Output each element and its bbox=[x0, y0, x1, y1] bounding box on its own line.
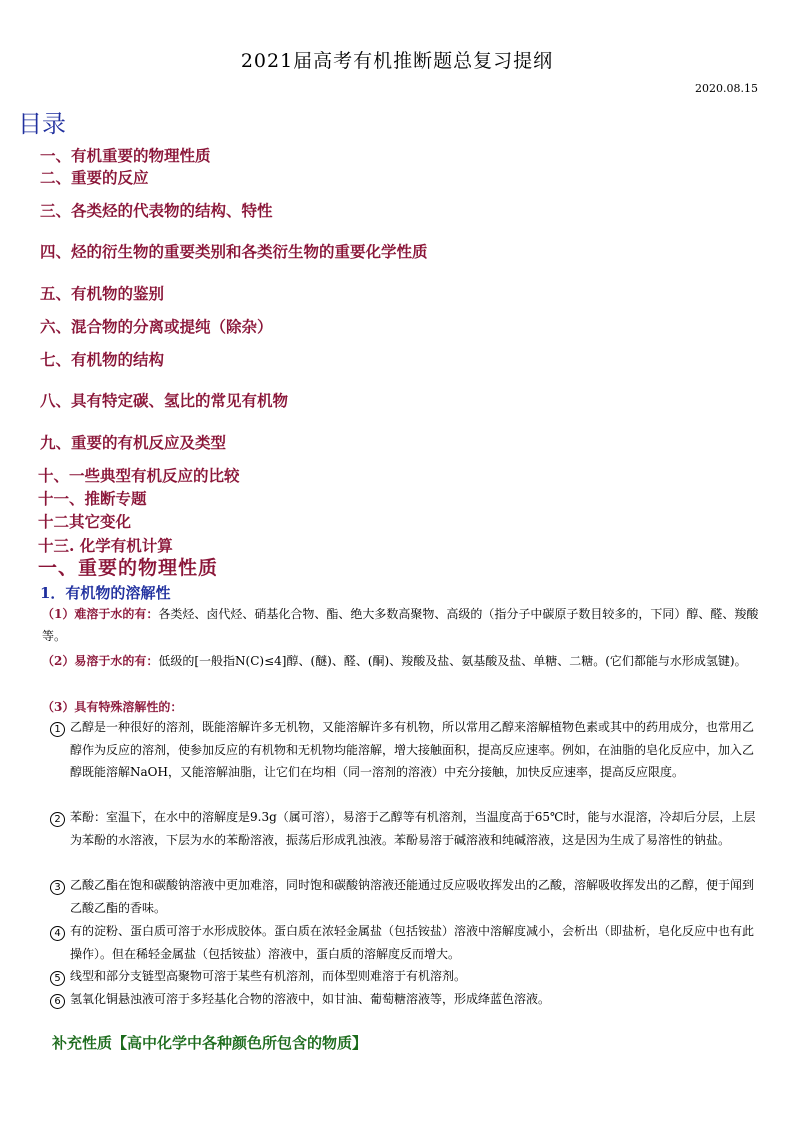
paragraph-text: 各类烃、卤代烃、硝基化合物、酯、绝大多数高聚物、高级的（指分子中碳原子数目较多的，下同）醇、醛、羧酸等。 bbox=[42, 607, 759, 643]
toc-item-12[interactable]: 十二其它变化 bbox=[38, 512, 132, 531]
paragraph-special bbox=[42, 696, 760, 718]
toc-item-4[interactable]: 四、烃的衍生物的重要类别和各类衍生物的重要化学性质 bbox=[40, 242, 428, 261]
toc-item-11[interactable]: 十一、推断专题 bbox=[38, 489, 147, 508]
paragraph-number: （3） bbox=[42, 700, 75, 714]
toc-item-2[interactable]: 二、重要的反应 bbox=[40, 168, 149, 187]
item-number-6: 6 bbox=[50, 994, 65, 1009]
paragraph-lead: 具有特殊溶解性的： bbox=[74, 700, 183, 714]
toc-item-1[interactable]: 一、有机重要的物理性质 bbox=[40, 146, 211, 165]
toc-item-10[interactable]: 十、一些典型有机反应的比较 bbox=[38, 466, 240, 485]
item-number-2: 2 bbox=[50, 812, 65, 827]
list-item: 苯酚：室温下，在水中的溶解度是9.3g（属可溶），易溶于乙醇等有机溶剂，当温度高于65℃时，能与水混溶，冷却后分层，上层为苯酚的水溶液，下层为水的苯酚溶液，振荡后形成乳浊液。苯酚易溶于碱溶液和纯碱溶液，这是因为生成了易溶性的钠盐。 bbox=[70, 810, 756, 847]
toc-item-8[interactable]: 八、具有特定碳、氢比的常见有机物 bbox=[40, 391, 289, 410]
document-date: 2020.08.15 bbox=[695, 82, 758, 95]
paragraph-lead: 易溶于水的有： bbox=[74, 654, 159, 668]
item-number-4: 4 bbox=[50, 926, 65, 941]
toc-item-6[interactable]: 六、混合物的分离或提纯（除杂） bbox=[40, 317, 273, 336]
supplement-heading: 补充性质【高中化学中各种颜色所包含的物质】 bbox=[52, 1034, 368, 1052]
subsection-title: 1．有机物的溶解性 bbox=[40, 584, 171, 602]
item-number-5: 5 bbox=[50, 971, 65, 986]
list-item: 氢氧化铜悬浊液可溶于多羟基化合物的溶液中，如甘油、葡萄糖溶液等，形成绛蓝色溶液。 bbox=[70, 992, 551, 1006]
paragraph-number: （1） bbox=[42, 607, 75, 621]
toc-item-9[interactable]: 九、重要的有机反应及类型 bbox=[40, 433, 227, 452]
list-item: 线型和部分支链型高聚物可溶于某些有机溶剂，而体型则难溶于有机溶剂。 bbox=[70, 969, 467, 983]
document-title: 2021届高考有机推断题总复习提纲 bbox=[240, 50, 554, 72]
toc-item-3[interactable]: 三、各类烃的代表物的结构、特性 bbox=[40, 201, 273, 220]
section-title: 一、重要的物理性质 bbox=[38, 557, 219, 579]
paragraph-soluble bbox=[42, 650, 760, 672]
paragraph-text: 低级的[一般指N(C)≤4]醇、(醚)、醛、(酮)、羧酸及盐、氨基酸及盐、单糖、二糖。(它们都能与水形成氢键)。 bbox=[158, 654, 747, 668]
paragraph-number: （2） bbox=[42, 654, 75, 668]
item-number-1: 1 bbox=[50, 722, 65, 737]
toc-item-5[interactable]: 五、有机物的鉴别 bbox=[40, 284, 165, 303]
item-number-3: 3 bbox=[50, 880, 65, 895]
list-item: 有的淀粉、蛋白质可溶于水形成胶体。蛋白质在浓轻金属盐（包括铵盐）溶液中溶解度减小，会析出（即盐析，皂化反应中也有此操作）。但在稀轻金属盐（包括铵盐）溶液中，蛋白质的溶解度反而增大。 bbox=[70, 924, 755, 961]
toc-heading: 目录 bbox=[18, 110, 66, 138]
list-item: 乙醇是一种很好的溶剂，既能溶解许多无机物，又能溶解许多有机物，所以常用乙醇来溶解植物色素或其中的药用成分，也常用乙醇作为反应的溶剂，使参加反应的有机物和无机物均能溶解，增大接触面积，提高反应速率。例如，在油脂的皂化反应中，加入乙醇既能溶解NaOH，又能溶解油脂，让它们在均相（同一溶剂的溶液）中充分接触，加快反应速率，提高反应限度。 bbox=[70, 720, 755, 779]
paragraph-insoluble bbox=[42, 603, 760, 647]
toc-item-13[interactable]: 十三. 化学有机计算 bbox=[38, 536, 173, 555]
list-item: 乙酸乙酯在饱和碳酸钠溶液中更加难溶，同时饱和碳酸钠溶液还能通过反应吸收挥发出的乙酸，溶解吸收挥发出的乙醇，便于闻到乙酸乙酯的香味。 bbox=[70, 878, 755, 915]
paragraph-lead: 难溶于水的有： bbox=[74, 607, 159, 621]
toc-item-7[interactable]: 七、有机物的结构 bbox=[40, 350, 165, 369]
